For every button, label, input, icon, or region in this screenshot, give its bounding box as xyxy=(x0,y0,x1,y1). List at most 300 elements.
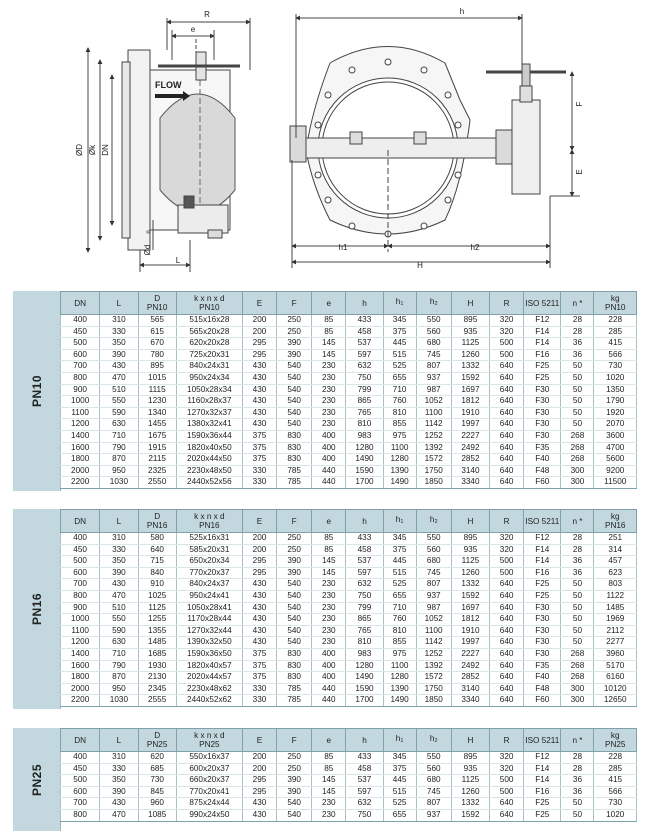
table-cell: 525x16x31 xyxy=(176,533,242,545)
table-cell: 1700 xyxy=(346,695,383,707)
col-header: ISO 5211 xyxy=(524,510,561,533)
table-cell: F30 xyxy=(524,407,561,419)
table-cell: 540 xyxy=(277,396,312,408)
table-cell: 1600 xyxy=(61,442,100,454)
table-cell: 375 xyxy=(383,763,416,775)
table-cell: F25 xyxy=(524,798,561,810)
table-cell: 268 xyxy=(561,430,594,442)
table-cell: 1930 xyxy=(138,660,176,672)
table-row xyxy=(61,637,637,649)
table-cell: 145 xyxy=(312,338,346,350)
table-cell: 597 xyxy=(346,349,383,361)
table-cell: 470 xyxy=(100,590,138,602)
table-cell: 650x20x34 xyxy=(176,556,242,568)
table-cell: 85 xyxy=(312,533,346,545)
table-cell: 540 xyxy=(277,602,312,614)
table-cell: F35 xyxy=(524,442,561,454)
table-cell: 250 xyxy=(277,533,312,545)
table-cell: F14 xyxy=(524,775,561,787)
table-row xyxy=(61,809,637,821)
table-cell: F40 xyxy=(524,672,561,684)
table-cell: 770x20x37 xyxy=(176,567,242,579)
table-cell: 345 xyxy=(383,533,416,545)
table-row xyxy=(61,786,637,798)
table-cell: 550 xyxy=(416,315,451,327)
table-cell: 36 xyxy=(561,775,594,787)
table-cell: 433 xyxy=(346,752,383,764)
table-cell: 2227 xyxy=(451,648,489,660)
table-cell: 935 xyxy=(451,763,489,775)
col-header: H xyxy=(451,729,489,752)
table-cell: 950 xyxy=(100,683,138,695)
table-cell: 640 xyxy=(490,798,524,810)
table-cell: 50 xyxy=(561,396,594,408)
table-cell: 470 xyxy=(100,809,138,821)
table-cell: 1820x40x50 xyxy=(176,442,242,454)
table-cell: 807 xyxy=(416,361,451,373)
table-cell: 630 xyxy=(100,419,138,431)
table-cell: 6160 xyxy=(594,672,637,684)
front-view xyxy=(290,14,580,268)
table-cell: 540 xyxy=(277,614,312,626)
table-cell: 640 xyxy=(490,809,524,821)
table-cell: 230 xyxy=(312,384,346,396)
col-header: h xyxy=(346,729,383,752)
table-cell: 1790 xyxy=(594,396,637,408)
table-cell: 1390x32x50 xyxy=(176,637,242,649)
table-cell: 1260 xyxy=(451,786,489,798)
table-cell: F30 xyxy=(524,648,561,660)
col-header: L xyxy=(100,510,138,533)
table-cell: 314 xyxy=(594,544,637,556)
table-cell: 987 xyxy=(416,602,451,614)
table-cell: 230 xyxy=(312,798,346,810)
table-cell: 550 xyxy=(100,396,138,408)
table-cell: 85 xyxy=(312,763,346,775)
table-cell: 566 xyxy=(594,349,637,361)
col-header: e xyxy=(312,510,346,533)
dim-label-F: F xyxy=(575,101,584,107)
table-cell: 1122 xyxy=(594,590,637,602)
table-cell: 2200 xyxy=(61,695,100,707)
table-cell: 660x20x37 xyxy=(176,775,242,787)
table-cell: 710 xyxy=(100,648,138,660)
table-cell: 28 xyxy=(561,326,594,338)
table-cell: 1400 xyxy=(61,430,100,442)
table-cell: 2277 xyxy=(594,637,637,649)
dim-label-L: L xyxy=(175,256,181,265)
table-cell: 500 xyxy=(490,338,524,350)
side-view xyxy=(88,18,250,272)
table-cell: F30 xyxy=(524,602,561,614)
table-cell: 1252 xyxy=(416,430,451,442)
table-cell: 537 xyxy=(346,556,383,568)
table-cell: 597 xyxy=(346,786,383,798)
table-cell: 430 xyxy=(100,579,138,591)
table-cell: 300 xyxy=(561,683,594,695)
table-cell: 1800 xyxy=(61,454,100,466)
table-cell: 320 xyxy=(490,544,524,556)
col-header: h1 xyxy=(383,292,416,315)
table-cell: 330 xyxy=(242,477,276,489)
table-cell: 1332 xyxy=(451,361,489,373)
table-cell: F25 xyxy=(524,361,561,373)
table-cell: 1125 xyxy=(451,775,489,787)
col-header: F xyxy=(277,510,312,533)
table-cell: 632 xyxy=(346,361,383,373)
table-cell: 230 xyxy=(312,396,346,408)
table-cell: 445 xyxy=(383,775,416,787)
table-cell: 1392 xyxy=(416,660,451,672)
table-cell: 1332 xyxy=(451,798,489,810)
table-cell: 830 xyxy=(277,660,312,672)
table-cell: 50 xyxy=(561,419,594,431)
table-cell: 1812 xyxy=(451,614,489,626)
table-row xyxy=(61,752,637,764)
pressure-class-label: PN10 xyxy=(13,291,61,491)
table-cell: 400 xyxy=(61,315,100,327)
table-cell: 310 xyxy=(100,752,138,764)
table-cell: 1572 xyxy=(416,672,451,684)
table-cell: 375 xyxy=(383,544,416,556)
col-header: k x n x d PN25 xyxy=(176,729,242,752)
table-cell: 500 xyxy=(490,349,524,361)
table-cell: 550 xyxy=(416,533,451,545)
table-cell: F12 xyxy=(524,533,561,545)
table-cell: F25 xyxy=(524,809,561,821)
table-cell: F48 xyxy=(524,683,561,695)
table-cell: 28 xyxy=(561,752,594,764)
table-cell: 807 xyxy=(416,579,451,591)
table-cell: 845 xyxy=(138,786,176,798)
table-row xyxy=(61,338,637,350)
table-cell: 670 xyxy=(138,338,176,350)
table-cell: 640 xyxy=(490,442,524,454)
table-cell: 870 xyxy=(100,454,138,466)
table-cell: 1230 xyxy=(138,396,176,408)
table-cell: 390 xyxy=(277,338,312,350)
table-cell: 1125 xyxy=(138,602,176,614)
table-cell: 450 xyxy=(61,763,100,775)
table-row xyxy=(61,326,637,338)
table-cell: 1085 xyxy=(138,809,176,821)
table-cell: 3340 xyxy=(451,695,489,707)
table-cell: 1100 xyxy=(61,407,100,419)
table-cell: 1125 xyxy=(451,556,489,568)
table-cell: 50 xyxy=(561,614,594,626)
table-row xyxy=(61,798,637,810)
table-cell: 830 xyxy=(277,672,312,684)
col-header: k x n x d PN16 xyxy=(176,510,242,533)
table-cell: 430 xyxy=(242,407,276,419)
table-cell: 330 xyxy=(242,695,276,707)
table-cell: 540 xyxy=(277,590,312,602)
table-cell: 200 xyxy=(242,326,276,338)
dim-label-n: n xyxy=(146,230,152,234)
table-cell: 620x20x28 xyxy=(176,338,242,350)
table-cell: 565 xyxy=(138,315,176,327)
table-cell: 500 xyxy=(61,775,100,787)
table-cell: 430 xyxy=(242,637,276,649)
table-cell: 268 xyxy=(561,454,594,466)
table-cell: 1590x36x50 xyxy=(176,648,242,660)
table-cell: 268 xyxy=(561,660,594,672)
table-cell: 800 xyxy=(61,590,100,602)
table-cell: 840x24x31 xyxy=(176,361,242,373)
col-header: H xyxy=(451,292,489,315)
table-cell: 1260 xyxy=(451,567,489,579)
table-cell: 430 xyxy=(242,579,276,591)
table-cell: 440 xyxy=(312,695,346,707)
table-cell: 597 xyxy=(346,567,383,579)
table-row xyxy=(61,396,637,408)
table-cell: 1490 xyxy=(346,454,383,466)
table-cell: 525 xyxy=(383,798,416,810)
table-cell: 760 xyxy=(383,396,416,408)
table-cell: F30 xyxy=(524,430,561,442)
table-cell: 200 xyxy=(242,763,276,775)
table-cell: 655 xyxy=(383,809,416,821)
table-cell: 1685 xyxy=(138,648,176,660)
table-row xyxy=(61,372,637,384)
table-cell: 1200 xyxy=(61,637,100,649)
table-cell: 640 xyxy=(138,544,176,556)
table-cell: F16 xyxy=(524,786,561,798)
col-header: k x n x d PN10 xyxy=(176,292,242,315)
col-header: H xyxy=(451,510,489,533)
table-cell: 799 xyxy=(346,384,383,396)
table-cell: 1390 xyxy=(383,465,416,477)
table-cell: 390 xyxy=(100,567,138,579)
dim-label-DN: DN xyxy=(101,144,110,156)
col-header: kg PN10 xyxy=(594,292,637,315)
table-cell: 983 xyxy=(346,648,383,660)
table-cell: 600 xyxy=(61,567,100,579)
table-cell: 1100 xyxy=(416,407,451,419)
table-cell: 200 xyxy=(242,752,276,764)
table-cell: 2852 xyxy=(451,672,489,684)
table-cell: 375 xyxy=(242,430,276,442)
table-cell: F12 xyxy=(524,752,561,764)
flow-label: FLOW xyxy=(155,80,182,90)
table-cell: 730 xyxy=(138,775,176,787)
table-cell: 400 xyxy=(61,533,100,545)
table-row xyxy=(61,361,637,373)
table-cell: 375 xyxy=(242,648,276,660)
table-cell: 375 xyxy=(242,442,276,454)
table-cell: 2020x44x57 xyxy=(176,672,242,684)
table-cell: 2492 xyxy=(451,442,489,454)
table-cell: 430 xyxy=(242,372,276,384)
table-cell: 680 xyxy=(416,338,451,350)
table-cell: 200 xyxy=(242,533,276,545)
table-cell: 810 xyxy=(346,637,383,649)
table-cell: 600 xyxy=(61,786,100,798)
table-cell: 295 xyxy=(242,775,276,787)
table-cell: 1170x28x44 xyxy=(176,614,242,626)
pressure-class-label: PN16 xyxy=(13,509,61,709)
col-header: n * xyxy=(561,292,594,315)
table-cell: F25 xyxy=(524,579,561,591)
table-cell: 640 xyxy=(490,614,524,626)
table-cell: 640 xyxy=(490,590,524,602)
table-cell: 620 xyxy=(138,752,176,764)
table-cell: 230 xyxy=(312,361,346,373)
col-header: D PN25 xyxy=(138,729,176,752)
table-cell: 1125 xyxy=(451,338,489,350)
table-cell: 632 xyxy=(346,579,383,591)
table-cell: 310 xyxy=(100,533,138,545)
table-cell: 950x24x34 xyxy=(176,372,242,384)
table-cell: 50 xyxy=(561,798,594,810)
table-cell: 865 xyxy=(346,614,383,626)
table-cell: 640 xyxy=(490,625,524,637)
table-cell: 320 xyxy=(490,326,524,338)
table-cell: 1800 xyxy=(61,672,100,684)
table-cell: 1280 xyxy=(346,442,383,454)
table-cell: 900 xyxy=(61,602,100,614)
col-header: h1 xyxy=(383,510,416,533)
table-cell: 900 xyxy=(61,384,100,396)
table-cell: 1390 xyxy=(383,683,416,695)
table-cell: 640 xyxy=(490,372,524,384)
table-cell: 440 xyxy=(312,477,346,489)
col-header: DN xyxy=(61,292,100,315)
table-cell: 230 xyxy=(312,614,346,626)
table-row xyxy=(61,407,637,419)
table-cell: 415 xyxy=(594,775,637,787)
table-cell: 1675 xyxy=(138,430,176,442)
table-cell: F25 xyxy=(524,372,561,384)
table-cell: 230 xyxy=(312,637,346,649)
table-cell: 895 xyxy=(138,361,176,373)
table-row xyxy=(61,533,637,545)
table-cell: 2227 xyxy=(451,430,489,442)
table-cell: F14 xyxy=(524,544,561,556)
col-header: h2 xyxy=(416,292,451,315)
table-cell: 515 xyxy=(383,567,416,579)
col-header: e xyxy=(312,292,346,315)
table-cell: 895 xyxy=(451,533,489,545)
table-cell: 445 xyxy=(383,338,416,350)
table-cell: 537 xyxy=(346,338,383,350)
table-cell: 566 xyxy=(594,786,637,798)
table-cell: 50 xyxy=(561,625,594,637)
table-cell: 375 xyxy=(383,326,416,338)
col-header: D PN16 xyxy=(138,510,176,533)
table-cell: 830 xyxy=(277,648,312,660)
table-cell: 36 xyxy=(561,349,594,361)
table-cell: 1392 xyxy=(416,442,451,454)
table-cell: 540 xyxy=(277,361,312,373)
col-header: DN xyxy=(61,729,100,752)
table-cell: 2555 xyxy=(138,695,176,707)
table-cell: F14 xyxy=(524,326,561,338)
table-cell: 330 xyxy=(242,465,276,477)
table-cell: 785 xyxy=(277,477,312,489)
table-cell: 550 xyxy=(416,752,451,764)
table-cell: 2130 xyxy=(138,672,176,684)
table-cell: 1969 xyxy=(594,614,637,626)
table-cell: 655 xyxy=(383,590,416,602)
table-cell: 895 xyxy=(451,315,489,327)
col-header: F xyxy=(277,292,312,315)
table-cell: 430 xyxy=(242,602,276,614)
table-cell: 560 xyxy=(416,763,451,775)
table-cell: 458 xyxy=(346,763,383,775)
technical-drawing xyxy=(0,0,653,285)
table-cell: 500 xyxy=(61,338,100,350)
table-cell: 750 xyxy=(346,372,383,384)
table-cell: 1000 xyxy=(61,614,100,626)
dim-label-E: E xyxy=(575,169,584,175)
table-cell: 1000 xyxy=(61,396,100,408)
table-cell: 228 xyxy=(594,752,637,764)
col-header: R xyxy=(490,510,524,533)
table-cell: 640 xyxy=(490,384,524,396)
table-cell: 1052 xyxy=(416,614,451,626)
table-cell: 790 xyxy=(100,442,138,454)
table-cell: 500 xyxy=(490,567,524,579)
table-cell: 350 xyxy=(100,775,138,787)
table-cell: 230 xyxy=(312,590,346,602)
col-header: DN xyxy=(61,510,100,533)
table-cell: 895 xyxy=(451,752,489,764)
table-cell: 1280 xyxy=(383,672,416,684)
table-cell: 2000 xyxy=(61,465,100,477)
table-cell: 525 xyxy=(383,579,416,591)
table-cell: 799 xyxy=(346,602,383,614)
table-cell: 500 xyxy=(490,556,524,568)
table-cell: 680 xyxy=(416,556,451,568)
table-cell: 430 xyxy=(242,625,276,637)
dimension-table xyxy=(60,291,637,489)
table-cell: 1020 xyxy=(594,372,637,384)
table-cell: 935 xyxy=(451,326,489,338)
col-header: L xyxy=(100,292,138,315)
col-header: R xyxy=(490,729,524,752)
table-cell: 510 xyxy=(100,384,138,396)
table-row xyxy=(61,315,637,327)
table-cell: 285 xyxy=(594,763,637,775)
table-cell: 640 xyxy=(490,683,524,695)
table-cell: 2230x48x50 xyxy=(176,465,242,477)
table-row xyxy=(61,775,637,787)
table-cell: 310 xyxy=(100,315,138,327)
table-cell: 640 xyxy=(490,660,524,672)
table-cell: 300 xyxy=(561,477,594,489)
table-row xyxy=(61,544,637,556)
table-cell: 540 xyxy=(277,419,312,431)
table-cell: F16 xyxy=(524,349,561,361)
table-cell: 2345 xyxy=(138,683,176,695)
col-header: F xyxy=(277,729,312,752)
table-cell: 540 xyxy=(277,372,312,384)
table-cell: F30 xyxy=(524,614,561,626)
col-header: h2 xyxy=(416,729,451,752)
table-cell: 1485 xyxy=(594,602,637,614)
table-cell: 640 xyxy=(490,648,524,660)
table-cell: 730 xyxy=(594,361,637,373)
table-cell: 390 xyxy=(100,786,138,798)
table-cell: 3140 xyxy=(451,465,489,477)
table-cell: 910 xyxy=(138,579,176,591)
dim-label-H: H xyxy=(417,261,423,270)
table-cell: 1260 xyxy=(451,349,489,361)
table-cell: 230 xyxy=(312,809,346,821)
table-cell: 1100 xyxy=(383,442,416,454)
table-cell: 1270x32x44 xyxy=(176,625,242,637)
